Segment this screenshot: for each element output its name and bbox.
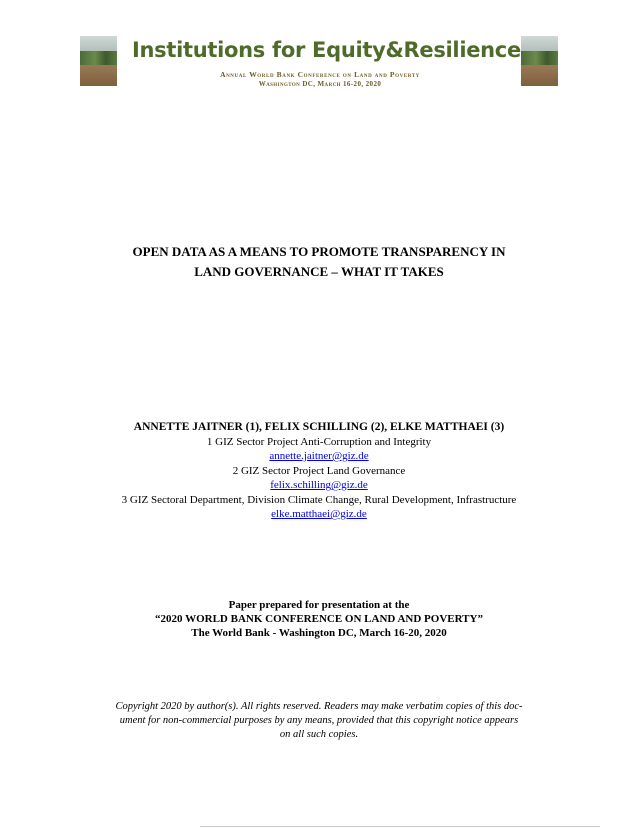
banner-location: Washington DC, March 16-20, 2020	[258, 80, 382, 88]
paper-title	[60, 242, 578, 282]
presentation-note	[40, 598, 598, 640]
affiliation: 3 GIZ Sectoral Department, Division Climate Change, Rural Development, Infrastructure	[121, 493, 517, 506]
page-bottom-rule	[200, 826, 600, 827]
banner-title: Institutions for Equity&Resilience	[132, 38, 521, 62]
copyright-line: Copyright 2020 by author(s). All rights reserved. Readers may make verbatim copies of this doc-	[115, 701, 523, 712]
paper-title-line: LAND GOVERNANCE – WHAT IT TAKES	[194, 264, 444, 279]
authors-block	[40, 420, 598, 522]
presentation-line: Paper prepared for presentation at the	[228, 599, 410, 611]
presentation-line: “2020 WORLD BANK CONFERENCE ON LAND AND POVERTY”	[155, 613, 483, 625]
banner-subtitle: Annual World Bank Conference on Land and Poverty	[220, 70, 420, 79]
landscape-photo-left	[80, 36, 117, 86]
presentation-line: The World Bank - Washington DC, March 16-20, 2020	[191, 627, 447, 639]
affiliation: 2 GIZ Sector Project Land Governance	[232, 464, 406, 477]
copyright-line: ument for non-commercial purposes by any means, provided that this copyright notice appears	[119, 715, 519, 726]
paper-title-line: OPEN DATA AS A MEANS TO PROMOTE TRANSPARENCY IN	[132, 244, 506, 259]
landscape-photo-right	[521, 36, 558, 86]
email-link-schilling[interactable]: felix.schilling@giz.de	[270, 479, 368, 491]
email-link-jaitner[interactable]: annette.jaitner@giz.de	[269, 450, 369, 462]
copyright-notice	[70, 700, 568, 742]
affiliation: 1 GIZ Sector Project Anti-Corruption and Integrity	[206, 435, 432, 448]
copyright-line: on all such copies.	[279, 729, 359, 740]
email-link-matthaei[interactable]: elke.matthaei@giz.de	[271, 508, 367, 520]
conference-banner	[80, 34, 558, 90]
author-names: ANNETTE JAITNER (1), FELIX SCHILLING (2), ELKE MATTHAEI (3)	[133, 421, 505, 433]
